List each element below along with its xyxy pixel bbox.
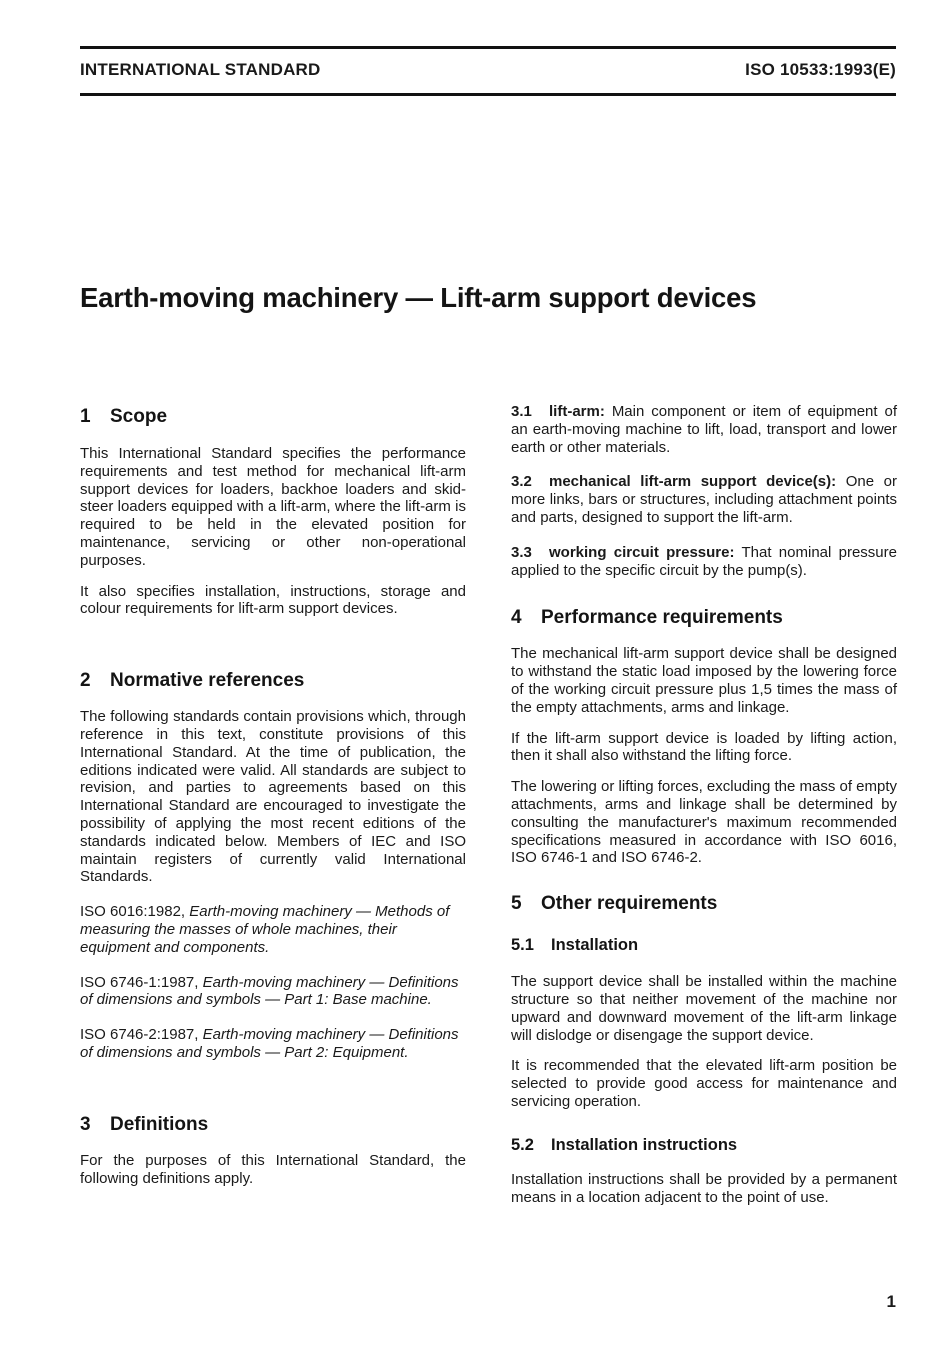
section-heading-normative-references: [80, 670, 466, 692]
definition-text: Main component or item of equipment of an earth-moving machine to lift, load, transport and lower earth or other materials.: [511, 403, 898, 456]
page-number: 1: [886, 1292, 896, 1311]
definition-item: [511, 403, 897, 456]
reference-title: Earth-moving machinery — Definitions of dimensions and symbols — Part 1: Base machine.: [80, 973, 459, 1009]
performance-paragraph-3: The lowering or lifting forces, excluding the mass of empty attachments, arms and linkage shall be determined by consulting the manufacturer's maximum recommended specifications measured in accordance with ISO 6016, ISO 6746-1 and ISO 6746-2.: [511, 778, 898, 867]
definition-number: 3.1: [511, 403, 532, 420]
subsection-title: Installation: [551, 936, 639, 955]
subsection-heading-installation: [511, 936, 897, 955]
definitions-paragraph-1: For the purposes of this International Standard, the following definitions apply.: [80, 1151, 466, 1187]
normative-paragraph-1: The following standards contain provisions which, through reference in this text, constitute provisions of this International Standard. At the time of publication, the editions indicated were valid. All standards are subject to revision, and parties to agreements based on this International Standard are encouraged to investigate the possibility of applying the most recent editions of the standards indicated below. Members of IEC and ISO maintain registers of currently valid International Standards.: [80, 708, 466, 886]
subsection-number: 5.1: [511, 936, 534, 955]
section-number: 4: [511, 607, 522, 629]
definition-text: One or more links, bars or structures, including attachment points and parts, designed to support the lift-arm.: [511, 473, 898, 526]
section-title: Definitions: [110, 1113, 209, 1135]
section-heading-definitions: [80, 1114, 466, 1136]
section-title: Normative references: [110, 670, 305, 692]
reference-item: [80, 974, 466, 1010]
section-number: 3: [80, 1113, 91, 1135]
header-standard-number: ISO 10533:1993(E): [745, 60, 896, 79]
definition-item: [511, 544, 897, 580]
definition-term: working circuit pressure:: [549, 543, 735, 561]
instructions-paragraph-1: Installation instructions shall be provided by a permanent means in a location adjacent to the point of use.: [511, 1170, 897, 1206]
header-top-rule: [80, 46, 896, 49]
reference-code: ISO 6016:1982,: [80, 903, 186, 921]
reference-item: [80, 1026, 466, 1062]
section-number: 5: [511, 893, 522, 915]
subsection-number: 5.2: [511, 1135, 534, 1154]
left-column: [80, 406, 466, 1187]
installation-paragraph-2: It is recommended that the elevated lift-arm position be selected to provide good access for maintenance and servicing operation.: [511, 1057, 897, 1110]
section-number: 1: [80, 406, 91, 427]
header-standard-type: INTERNATIONAL STANDARD: [80, 60, 321, 79]
definition-number: 3.3: [511, 543, 532, 561]
performance-paragraph-1: The mechanical lift-arm support device shall be designed to withstand the static load imposed by the lowering force of the working circuit pressure plus 1,5 times the mass of the empty attachments, arms and linkage.: [511, 645, 897, 716]
definition-number: 3.2: [511, 473, 532, 491]
reference-code: ISO 6746-2:1987,: [80, 1026, 199, 1044]
definition-item: [511, 473, 897, 526]
installation-paragraph-1: The support device shall be installed within the machine structure so that neither movement of the machine nor upward and downward movement of the lift-arm linkage will dislodge or disengage the support device.: [511, 973, 897, 1044]
performance-paragraph-2: If the lift-arm support device is loaded by lifting action, then it shall also withstand the lifting force.: [511, 729, 897, 765]
section-number: 2: [80, 670, 91, 692]
header-bottom-rule: [80, 93, 896, 96]
subsection-title: Installation instructions: [551, 1135, 738, 1154]
reference-item: [80, 903, 466, 956]
section-heading-other-requirements: [511, 893, 897, 915]
section-title: Scope: [110, 406, 168, 427]
reference-code: ISO 6746-1:1987,: [80, 973, 199, 991]
right-column: [511, 403, 897, 1206]
section-title: Performance requirements: [541, 607, 783, 629]
reference-title: Earth-moving machinery — Methods of measuring the masses of whole machines, their equipment and components.: [80, 903, 450, 956]
section-heading-scope: [80, 406, 466, 428]
reference-title: Earth-moving machinery — Definitions of dimensions and symbols — Part 2: Equipment.: [80, 1026, 459, 1061]
scope-paragraph-1: This International Standard specifies the performance requirements and test method for mechanical lift-arm support devices for loaders, backhoe loaders and skid-steer loaders equipped with a lift-arm, where the lift-arm is required to be held in the elevated position for maintenance, servicing or other non-operational purposes.: [80, 445, 466, 569]
document-title: Earth-moving machinery — Lift-arm support devices: [80, 282, 757, 313]
definition-term: mechanical lift-arm support device(s):: [549, 473, 837, 491]
subsection-heading-installation-instructions: [511, 1136, 897, 1155]
section-heading-performance: [511, 607, 897, 629]
section-title: Other requirements: [541, 893, 718, 915]
scope-paragraph-2: It also specifies installation, instructions, storage and colour requirements for lift-arm support devices.: [80, 582, 466, 618]
definition-text: That nominal pressure applied to the specific circuit by the pump(s).: [511, 543, 897, 579]
definition-term: lift-arm:: [549, 403, 605, 420]
